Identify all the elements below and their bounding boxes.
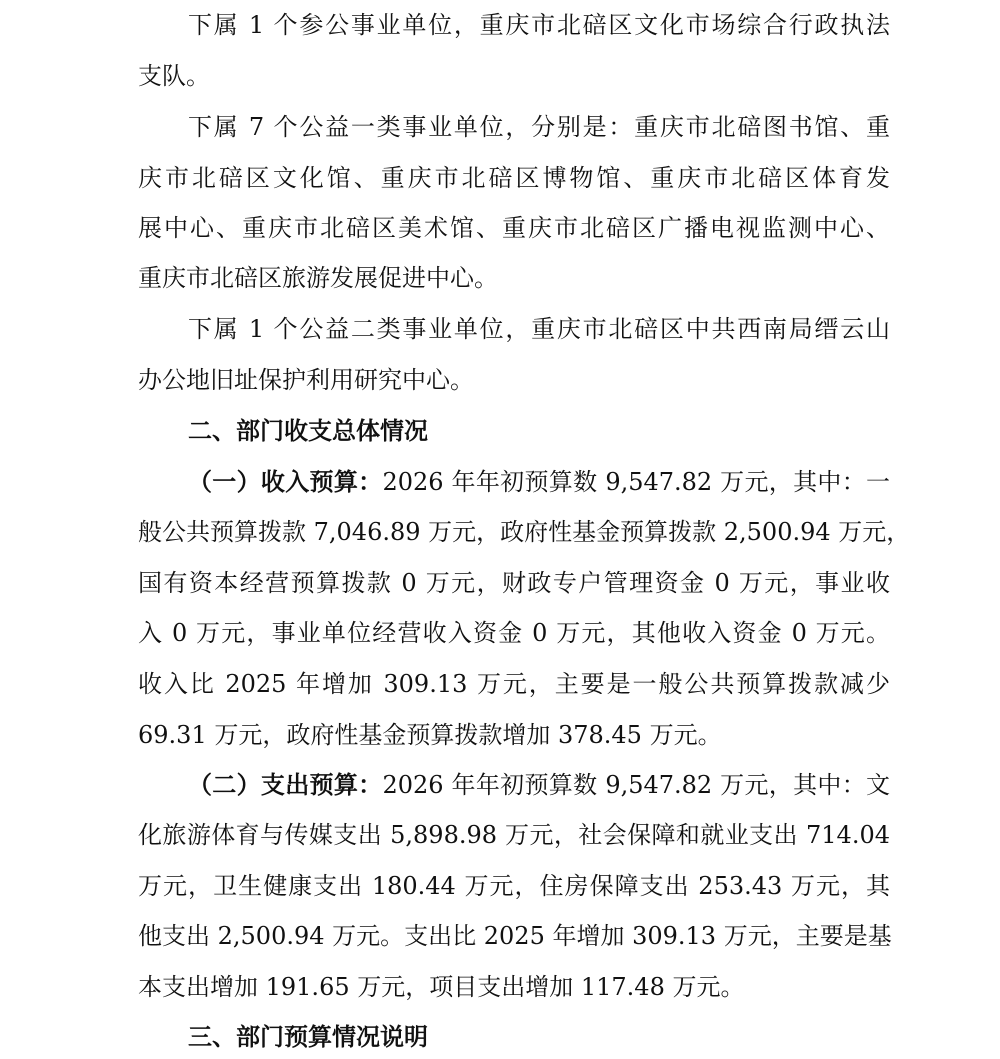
paragraph-line xyxy=(188,765,890,805)
income-lead: （一）收入预算： xyxy=(188,468,383,496)
paragraph-line: 支队。 xyxy=(138,62,210,90)
paragraph-line: 本支出增加 191.65 万元，项目支出增加 117.48 万元。 xyxy=(138,973,745,1001)
section-heading: 二、部门收支总体情况 xyxy=(188,417,428,445)
paragraph-line: 他支出 2,500.94 万元。支出比 2025 年增加 309.13 万元，主要是基 xyxy=(138,922,892,950)
paragraph-line: 下属 7 个公益一类事业单位，分别是：重庆市北碚图书馆、重 xyxy=(188,113,890,141)
paragraph-line: 下属 1 个公益二类事业单位，重庆市北碚区中共西南局缙云山 xyxy=(188,315,890,343)
expenditure-lead: （二）支出预算： xyxy=(188,771,383,799)
paragraph-line: 国有资本经营预算拨款 0 万元，财政专户管理资金 0 万元，事业收 xyxy=(138,569,890,597)
paragraph-line: 展中心、重庆市北碚区美术馆、重庆市北碚区广播电视监测中心、 xyxy=(138,214,890,242)
paragraph-line: 办公地旧址保护利用研究中心。 xyxy=(138,366,474,394)
income-text: 2026 年年初预算数 9,547.82 万元，其中：一 xyxy=(382,468,891,496)
paragraph-line: 重庆市北碚区旅游发展促进中心。 xyxy=(138,264,498,292)
paragraph-line: 入 0 万元，事业单位经营收入资金 0 万元，其他收入资金 0 万元。 xyxy=(138,619,890,647)
paragraph-line: 下属 1 个参公事业单位，重庆市北碚区文化市场综合行政执法 xyxy=(188,11,890,39)
paragraph-line: 万元，卫生健康支出 180.44 万元，住房保障支出 253.43 万元，其 xyxy=(138,872,890,900)
expenditure-text: 2026 年年初预算数 9,547.82 万元，其中：文 xyxy=(382,771,891,799)
paragraph-line: 收入比 2025 年增加 309.13 万元，主要是一般公共预算拨款减少 xyxy=(138,670,890,698)
paragraph-line: 庆市北碚区文化馆、重庆市北碚区博物馆、重庆市北碚区体育发 xyxy=(138,164,890,192)
paragraph-line xyxy=(188,462,890,502)
paragraph-line: 69.31 万元，政府性基金预算拨款增加 378.45 万元。 xyxy=(138,721,722,749)
paragraph-line: 般公共预算拨款 7,046.89 万元，政府性基金预算拨款 2,500.94 万元， xyxy=(138,518,911,546)
paragraph-line: 化旅游体育与传媒支出 5,898.98 万元，社会保障和就业支出 714.04 xyxy=(138,821,890,849)
section-heading: 三、部门预算情况说明 xyxy=(188,1023,428,1051)
